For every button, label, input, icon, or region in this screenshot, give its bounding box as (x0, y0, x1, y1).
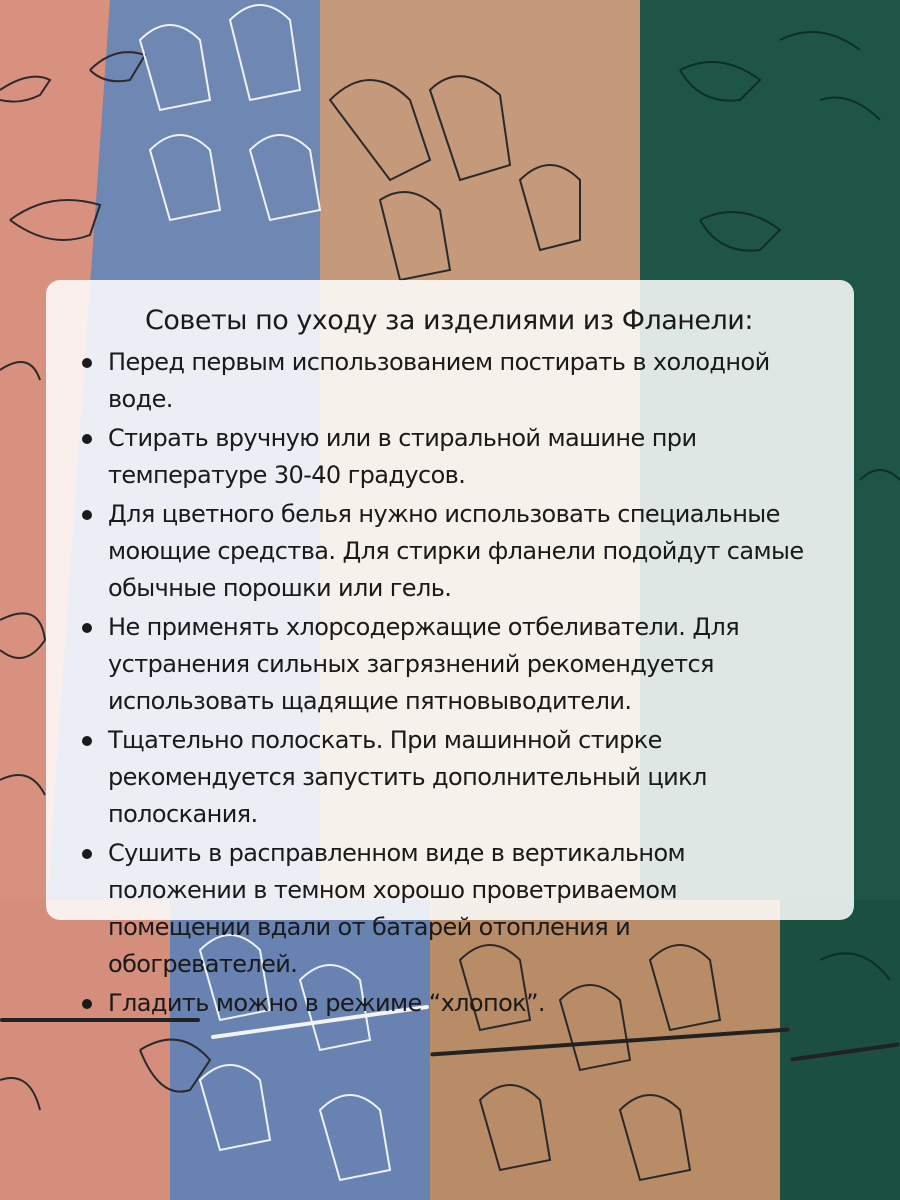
tip-text: Для цветного белья нужно использовать специальные моющие средства. Для стирки фланели подойдут самые обычные порошки или гель. (108, 500, 804, 602)
list-item (72, 985, 826, 1022)
list-item (72, 420, 826, 494)
tip-text: Перед первым использованием постирать в холодной воде. (108, 348, 770, 413)
bullet-icon (82, 736, 92, 746)
bullet-icon (82, 358, 92, 368)
tip-text: Тщательно полоскать. При машинной стирке рекомендуется запустить дополнительный цикл полоскания. (108, 726, 707, 828)
bullet-icon (82, 434, 92, 444)
bullet-icon (82, 999, 92, 1009)
tip-text: Сушить в расправленном виде в вертикальном положении в темном хорошо проветриваемом помещении вдали от батарей отопления и обогревателей. (108, 839, 686, 978)
tip-text: Стирать вручную или в стиральной машине при температуре 30-40 градусов. (108, 424, 697, 489)
bullet-icon (82, 623, 92, 633)
care-tips-list (72, 344, 826, 1022)
bullet-icon (82, 849, 92, 859)
tip-text: Гладить можно в режиме “хлопок”. (108, 989, 545, 1017)
care-tips-card (46, 280, 854, 1017)
list-item (72, 835, 826, 983)
list-item (72, 496, 826, 607)
tip-text: Не применять хлорсодержащие отбеливатели. Для устранения сильных загрязнений рекомендуется использовать щадящие пятновыводители. (108, 613, 740, 715)
list-item (72, 722, 826, 833)
card-title: Советы по уходу за изделиями из Фланели: (145, 305, 753, 336)
list-item (72, 609, 826, 720)
list-item (72, 344, 826, 418)
bullet-icon (82, 510, 92, 520)
